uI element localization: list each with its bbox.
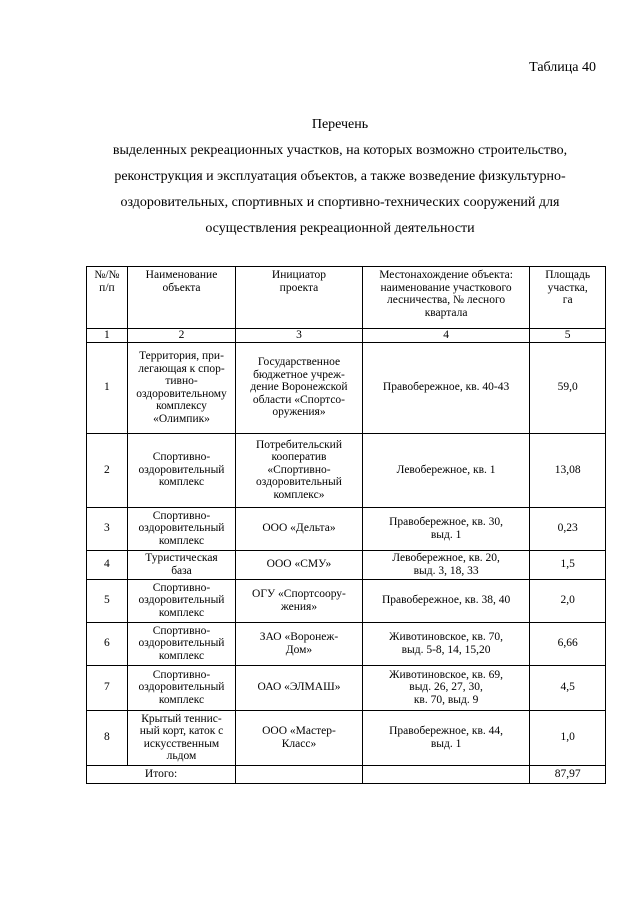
location: Левобережное, кв. 20, выд. 3, 18, 33 bbox=[362, 550, 530, 579]
location: Животиновское, кв. 70, выд. 5-8, 14, 15,20 bbox=[362, 622, 530, 665]
column-number: 5 bbox=[530, 329, 606, 343]
location: Левобережное, кв. 1 bbox=[362, 433, 530, 507]
header-initiator: Инициатор проекта bbox=[236, 267, 363, 329]
table-number-label: Таблица 40 bbox=[529, 60, 596, 75]
initiator: Государственное бюджетное учреж- дение Воронежской области «Спортсо- оружения» bbox=[236, 342, 363, 433]
header-number: №/№ п/п bbox=[87, 267, 128, 329]
initiator: ООО «СМУ» bbox=[236, 550, 363, 579]
area: 13,08 bbox=[530, 433, 606, 507]
table-row bbox=[87, 665, 606, 710]
heading-line: оздоровительных, спортивных и спортивно-технических сооружений для bbox=[120, 195, 560, 210]
total-area: 87,97 bbox=[530, 765, 606, 783]
area: 6,66 bbox=[530, 622, 606, 665]
area: 2,0 bbox=[530, 579, 606, 622]
heading-line: осуществления рекреационной деятельности bbox=[205, 221, 475, 236]
row-number: 5 bbox=[87, 579, 128, 622]
recreation-sites-table bbox=[86, 266, 606, 784]
initiator: ООО «Дельта» bbox=[236, 507, 363, 550]
object-name: Территория, при- легающая к спор- тивно- оздоровительному комплексу «Олимпик» bbox=[127, 342, 235, 433]
column-number-row bbox=[87, 329, 606, 343]
area: 4,5 bbox=[530, 665, 606, 710]
header-object-name: Наименование объекта bbox=[127, 267, 235, 329]
table-header-row bbox=[87, 267, 606, 329]
row-number: 3 bbox=[87, 507, 128, 550]
location: Правобережное, кв. 30, выд. 1 bbox=[362, 507, 530, 550]
table-row bbox=[87, 710, 606, 765]
table-row bbox=[87, 342, 606, 433]
heading-line: Перечень bbox=[311, 117, 369, 132]
total-label: Итого: bbox=[87, 765, 236, 783]
table-row bbox=[87, 507, 606, 550]
initiator: ОАО «ЭЛМАШ» bbox=[236, 665, 363, 710]
total-row bbox=[87, 765, 606, 783]
heading-line: реконструкция и эксплуатация объектов, а также возведение физкультурно- bbox=[114, 169, 566, 184]
object-name: Спортивно- оздоровительный комплекс bbox=[127, 622, 235, 665]
row-number: 8 bbox=[87, 710, 128, 765]
area: 0,23 bbox=[530, 507, 606, 550]
location: Животиновское, кв. 69, выд. 26, 27, 30, кв. 70, выд. 9 bbox=[362, 665, 530, 710]
column-number: 1 bbox=[87, 329, 128, 343]
initiator: ЗАО «Воронеж- Дом» bbox=[236, 622, 363, 665]
header-location: Местонахождение объекта: наименование участкового лесничества, № лесного квартала bbox=[362, 267, 530, 329]
object-name: Туристическая база bbox=[127, 550, 235, 579]
object-name: Спортивно- оздоровительный комплекс bbox=[127, 433, 235, 507]
column-number: 4 bbox=[362, 329, 530, 343]
object-name: Крытый теннис- ный корт, каток с искусственным льдом bbox=[127, 710, 235, 765]
initiator: ООО «Мастер- Класс» bbox=[236, 710, 363, 765]
object-name: Спортивно- оздоровительный комплекс bbox=[127, 579, 235, 622]
row-number: 4 bbox=[87, 550, 128, 579]
document-heading bbox=[80, 112, 600, 242]
location: Правобережное, кв. 40-43 bbox=[362, 342, 530, 433]
initiator: Потребительский кооператив «Спортивно- оздоровительный комплекс» bbox=[236, 433, 363, 507]
area: 1,5 bbox=[530, 550, 606, 579]
heading-line: выделенных рекреационных участков, на которых возможно строительство, bbox=[112, 143, 568, 158]
table-row bbox=[87, 579, 606, 622]
row-number: 7 bbox=[87, 665, 128, 710]
column-number: 3 bbox=[236, 329, 363, 343]
total-empty-cell bbox=[236, 765, 363, 783]
row-number: 1 bbox=[87, 342, 128, 433]
location: Правобережное, кв. 44, выд. 1 bbox=[362, 710, 530, 765]
column-number: 2 bbox=[127, 329, 235, 343]
object-name: Спортивно- оздоровительный комплекс bbox=[127, 665, 235, 710]
table-row bbox=[87, 622, 606, 665]
initiator: ОГУ «Спортсоору- жения» bbox=[236, 579, 363, 622]
row-number: 2 bbox=[87, 433, 128, 507]
table-row bbox=[87, 550, 606, 579]
object-name: Спортивно- оздоровительный комплекс bbox=[127, 507, 235, 550]
row-number: 6 bbox=[87, 622, 128, 665]
total-empty-cell bbox=[362, 765, 530, 783]
area: 1,0 bbox=[530, 710, 606, 765]
location: Правобережное, кв. 38, 40 bbox=[362, 579, 530, 622]
area: 59,0 bbox=[530, 342, 606, 433]
table-row bbox=[87, 433, 606, 507]
header-area: Площадь участка, га bbox=[530, 267, 606, 329]
